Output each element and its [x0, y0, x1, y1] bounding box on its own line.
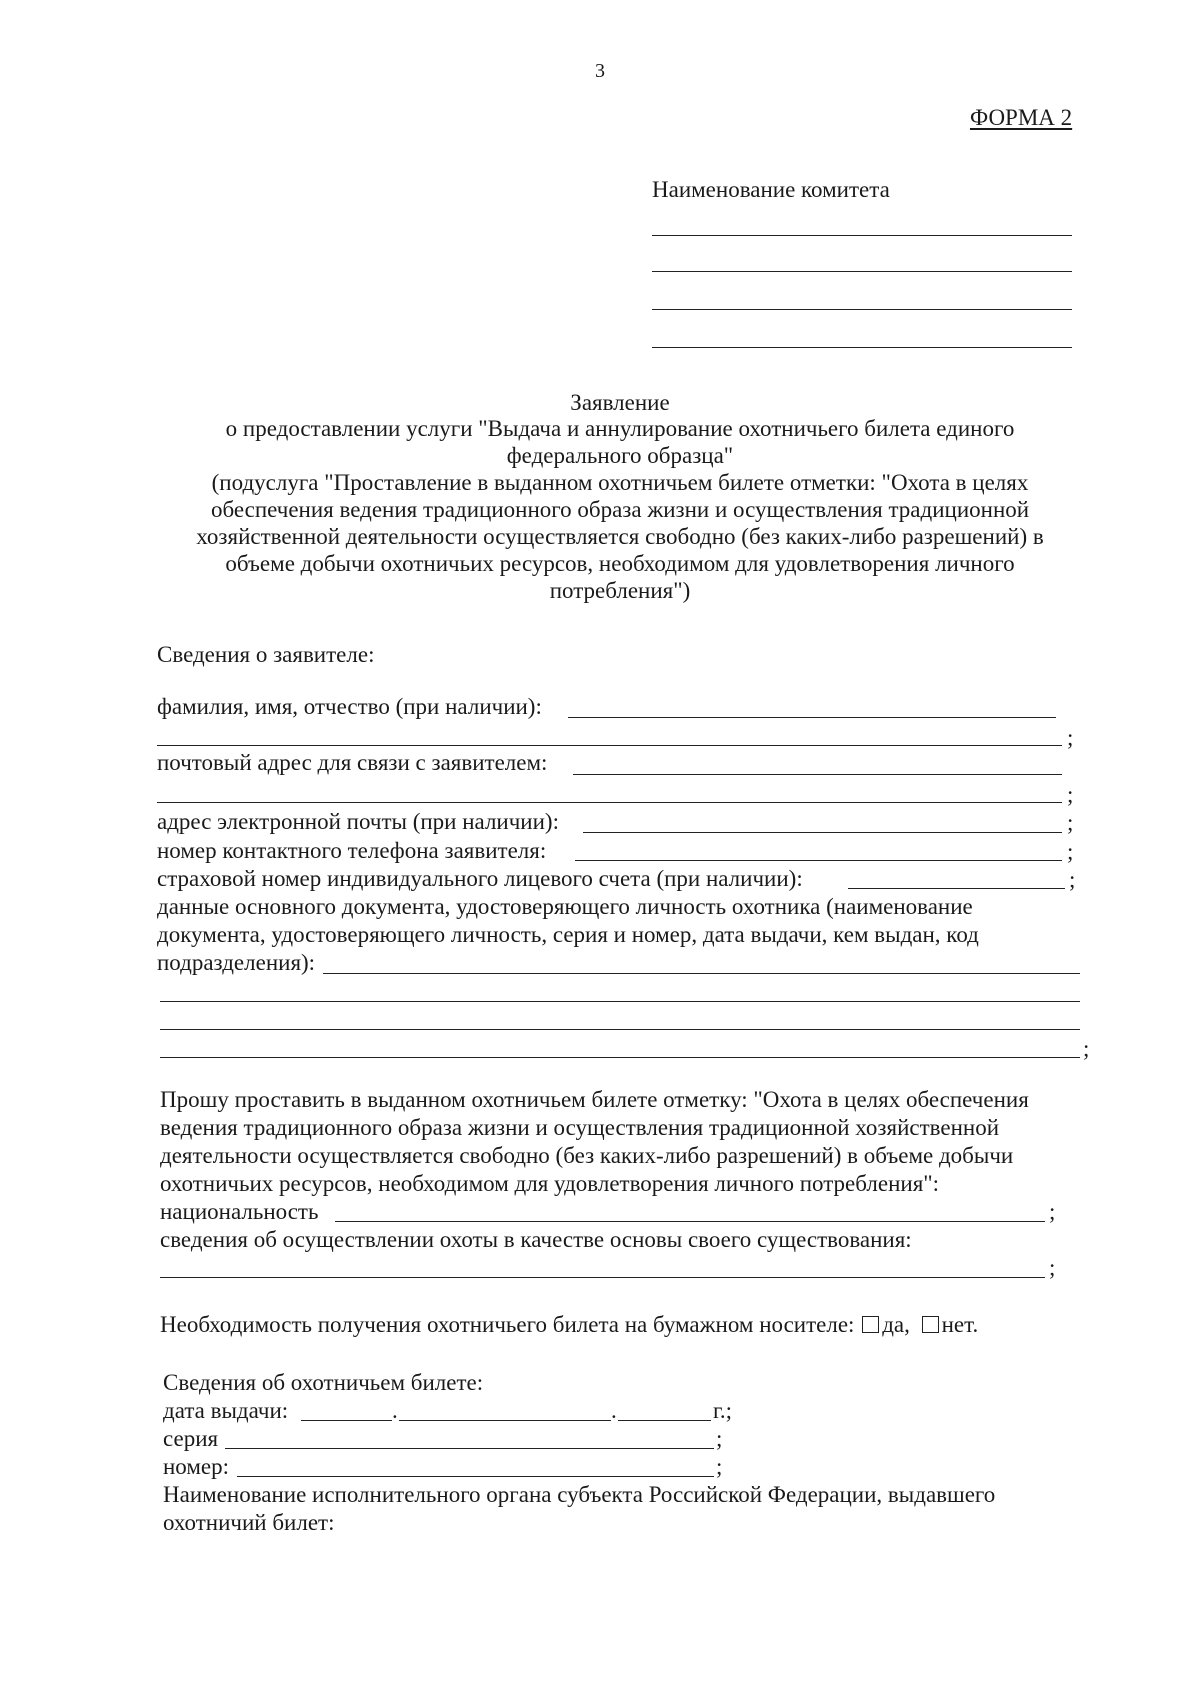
phone-field[interactable]	[575, 860, 1062, 861]
no-option-label: нет.	[941, 1312, 979, 1337]
issue-date-label: дата выдачи:	[163, 1398, 289, 1423]
issue-date-day-field[interactable]	[301, 1420, 392, 1421]
email-label: адрес электронной почты (при наличии):	[157, 809, 559, 834]
semicolon: ;	[1049, 1199, 1056, 1224]
hunting-info-field[interactable]	[160, 1277, 1045, 1278]
document-label-line: документа, удостоверяющего личность, серия и номер, дата выдачи, кем выдан, код	[157, 922, 979, 947]
year-suffix: г.;	[713, 1398, 732, 1423]
ticket-info-heading: Сведения об охотничьем билете:	[163, 1370, 484, 1395]
yes-checkbox[interactable]	[862, 1316, 879, 1333]
email-field[interactable]	[583, 832, 1062, 833]
snils-label: страховой номер индивидуального лицевого счета (при наличии):	[157, 866, 803, 891]
issue-date-month-field[interactable]	[399, 1420, 611, 1421]
document-title: Заявление	[570, 390, 670, 415]
request-line: ведения традиционного образа жизни и осуществления традиционной хозяйственной	[160, 1115, 1000, 1140]
semicolon: ;	[1067, 725, 1074, 750]
title-line: федерального образца"	[506, 443, 734, 468]
title-line: объеме добычи охотничьих ресурсов, необходимом для удовлетворения личного	[225, 551, 1015, 576]
yes-option-label: да,	[882, 1312, 910, 1337]
request-line: Прошу проставить в выданном охотничьем билете отметку: "Охота в целях обеспечения	[160, 1087, 1029, 1112]
identity-document-field-line-2[interactable]	[160, 1001, 1080, 1002]
semicolon: ;	[1069, 867, 1076, 892]
paper-ticket-row	[160, 1311, 978, 1339]
committee-label: Наименование комитета	[652, 177, 890, 202]
committee-line-1[interactable]	[652, 235, 1072, 236]
number-label: номер:	[163, 1454, 230, 1479]
snils-field[interactable]	[848, 888, 1065, 889]
identity-document-field-line-4[interactable]	[160, 1057, 1080, 1058]
full-name-field-continuation[interactable]	[157, 745, 1062, 746]
page-number: 3	[595, 60, 605, 82]
issue-date-year-field[interactable]	[618, 1420, 711, 1421]
date-separator: .	[611, 1398, 617, 1423]
semicolon: ;	[1083, 1036, 1090, 1061]
identity-document-field-line-3[interactable]	[160, 1029, 1080, 1030]
committee-line-3[interactable]	[652, 309, 1072, 310]
semicolon: ;	[1067, 782, 1074, 807]
document-label-line: подразделения):	[157, 950, 316, 975]
semicolon: ;	[1049, 1255, 1056, 1280]
postal-address-field[interactable]	[573, 774, 1062, 775]
paper-ticket-question: Необходимость получения охотничьего билета на бумажном носителе:	[160, 1312, 855, 1337]
request-line: деятельности осуществляется свободно (без каких-либо разрешений) в объеме добычи	[160, 1143, 1014, 1168]
nationality-field[interactable]	[335, 1221, 1045, 1222]
title-line: потребления")	[549, 578, 691, 603]
title-line: (подуслуга "Проставление в выданном охотничьем билете отметки: "Охота в целях	[211, 470, 1029, 495]
date-separator: .	[392, 1398, 398, 1423]
title-line: о предоставлении услуги "Выдача и аннулирование охотничьего билета единого	[225, 416, 1015, 441]
identity-document-field[interactable]	[323, 973, 1080, 974]
issuer-label-line: Наименование исполнительного органа субъекта Российской Федерации, выдавшего	[163, 1482, 996, 1507]
hunting-info-label: сведения об осуществлении охоты в качестве основы своего существования:	[160, 1227, 912, 1252]
series-label: серия	[163, 1426, 219, 1451]
applicant-heading: Сведения о заявителе:	[157, 642, 375, 667]
number-field[interactable]	[237, 1476, 714, 1477]
series-field[interactable]	[225, 1448, 714, 1449]
committee-line-2[interactable]	[652, 271, 1072, 272]
semicolon: ;	[1067, 839, 1074, 864]
committee-line-4[interactable]	[652, 347, 1072, 348]
phone-label: номер контактного телефона заявителя:	[157, 838, 547, 863]
postal-address-field-continuation[interactable]	[157, 802, 1062, 803]
semicolon: ;	[716, 1426, 723, 1451]
full-name-label: фамилия, имя, отчество (при наличии):	[157, 694, 542, 719]
semicolon: ;	[716, 1454, 723, 1479]
semicolon: ;	[1067, 810, 1074, 835]
form-label: ФОРМА 2	[970, 105, 1073, 130]
no-checkbox[interactable]	[922, 1316, 939, 1333]
full-name-field[interactable]	[568, 717, 1056, 718]
request-line: охотничьих ресурсов, необходимом для удовлетворения личного потребления":	[160, 1171, 940, 1196]
postal-address-label: почтовый адрес для связи с заявителем:	[157, 750, 548, 775]
nationality-label: национальность	[160, 1199, 319, 1224]
title-line: обеспечения ведения традиционного образа жизни и осуществления традиционной	[210, 497, 1030, 522]
document-label-line: данные основного документа, удостоверяющего личность охотника (наименование	[157, 894, 973, 919]
issuer-label-line: охотничий билет:	[163, 1510, 335, 1535]
title-line: хозяйственной деятельности осуществляется свободно (без каких-либо разрешений) в	[196, 524, 1044, 549]
